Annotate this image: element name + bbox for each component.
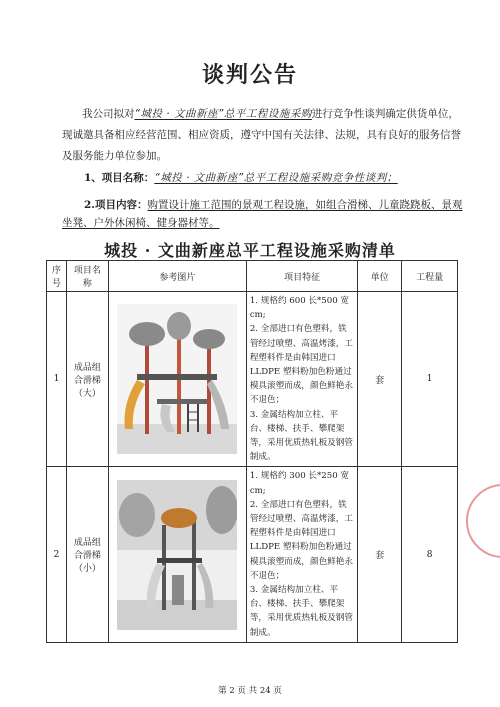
table-header-row: [47, 261, 458, 292]
slide-large-image: [117, 304, 237, 454]
header-spec: 项目特征: [246, 261, 358, 292]
header-no: 序号: [47, 261, 67, 292]
row-no: 2: [47, 467, 67, 642]
slide-small-image: [117, 480, 237, 630]
item1-label: 1、项目名称：: [84, 172, 155, 184]
page-footer: 第 2 页 共 24 页: [218, 686, 282, 696]
intro-paragraph: [62, 104, 467, 167]
item2-label: 2.项目内容：: [84, 199, 148, 211]
table-title: 城投 · 文曲新座总平工程设施采购清单: [104, 241, 396, 260]
row-spec: 1. 规格约 600 长*500 宽 cm; 2. 全部进口有色塑料，铁管经过喷塑、高温烤漆，工程塑料件是由韩国进口 LLDPE 塑料粉加色粉通过模具滚塑而成，颜色鲜艳永不退色； 3. 金属结构加立柱、平台、楼梯、扶手、攀爬架等，采用优质热轧板及钢管制成。: [246, 292, 358, 467]
header-image: 参考图片: [108, 261, 246, 292]
intro-suffix: 进行竞争性谈判确定供货单位，现诚邀具备相应经营范围、相应资质，遵守中国有关法律、法规，具有良好的服务信誉及服务能力单位参加。: [62, 108, 461, 162]
item-project-content: [62, 196, 472, 232]
row-name: 成品组合滑梯（小）: [66, 467, 108, 642]
item-project-name: [84, 168, 474, 189]
item2-content: 购置设计施工范围的景观工程设施，如组合滑梯、儿童跷跷板、景观坐凳、户外休闲椅、健身器材等。: [62, 199, 463, 229]
header-qty: 工程量: [402, 261, 458, 292]
company-seal: [466, 484, 500, 558]
row-name: 成品组合滑梯（大）: [66, 292, 108, 467]
row-spec: 1. 规格约 300 长*250 宽 cm; 2. 全部进口有色塑料，铁管经过喷塑、高温烤漆，工程塑料件是由韩国进口 LLDPE 塑料粉加色粉通过模具滚塑而成，颜色鲜艳永不退色； 3. 金属结构加立柱、平台、楼梯、扶手、攀爬架等，采用优质热轧板及钢管制成。: [246, 467, 358, 642]
intro-prefix: 我公司拟对: [82, 108, 135, 120]
table-row: [47, 467, 458, 642]
row-qty: 8: [402, 467, 458, 642]
row-unit: 套: [358, 467, 402, 642]
row-no: 1: [47, 292, 67, 467]
table-row: [47, 292, 458, 467]
intro-project-name: “城投 · 文曲新座”总平工程设施采购: [134, 108, 312, 120]
row-unit: 套: [358, 292, 402, 467]
row-qty: 1: [402, 292, 458, 467]
page-title: 谈判公告: [201, 62, 298, 88]
row-image-cell: [108, 467, 246, 642]
procurement-table: [46, 260, 458, 643]
header-name: 项目名称: [66, 261, 108, 292]
item1-value: “城投 · 文曲新座”总平工程设施采购竞争性谈判；: [154, 172, 398, 184]
header-unit: 单位: [358, 261, 402, 292]
row-image-cell: [108, 292, 246, 467]
